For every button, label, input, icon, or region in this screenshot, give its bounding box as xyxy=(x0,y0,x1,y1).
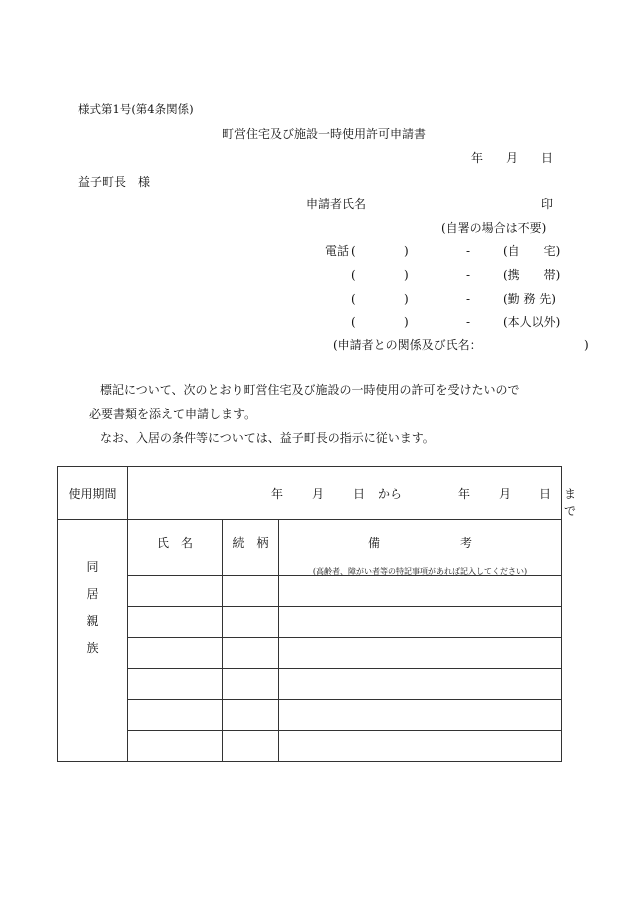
family-name-cell[interactable] xyxy=(128,638,223,669)
usage-period-row xyxy=(58,467,562,520)
family-remarks-cell[interactable] xyxy=(279,700,562,731)
body-paragraph-2: 必要書類を添えて申請します。 xyxy=(89,407,257,421)
to-label: まで xyxy=(564,487,577,518)
family-row xyxy=(58,731,562,762)
relationship-column-header: 続 柄 xyxy=(223,520,279,576)
remarks-heading: 備考 xyxy=(368,536,553,550)
family-remarks-cell[interactable] xyxy=(279,731,562,762)
cohabiting-family-label xyxy=(58,520,128,762)
relation-label: (申請者との関係及び氏名： xyxy=(333,338,482,352)
form-number-label: 様式第1号(第4条関係) xyxy=(78,102,194,116)
from-day-label: 日 xyxy=(353,487,366,501)
phone-label: 電話 xyxy=(325,244,350,258)
phone-type: (勤 務 先) xyxy=(503,292,556,306)
family-name-cell[interactable] xyxy=(128,731,223,762)
seal-note: (自署の場合は不要) xyxy=(441,221,547,235)
family-label-char: 居 xyxy=(86,587,99,601)
family-name-cell[interactable] xyxy=(128,607,223,638)
phone-dash: - xyxy=(466,244,471,258)
family-row xyxy=(58,700,562,731)
family-header-row xyxy=(58,520,562,576)
usage-period-field[interactable] xyxy=(128,467,577,520)
family-label-char: 親 xyxy=(86,614,99,628)
family-label-char: 族 xyxy=(86,641,99,655)
family-row xyxy=(58,576,562,607)
family-label-char: 同 xyxy=(86,560,99,574)
remarks-note: (高齢者、障がい者等の特記事項があれば記入してください) xyxy=(312,567,528,576)
phone-open-paren: ( xyxy=(351,315,356,329)
phone-open-paren: ( xyxy=(351,244,356,258)
relation-close-paren: ) xyxy=(584,338,589,352)
date-month-label: 月 xyxy=(506,151,519,165)
phone-open-paren: ( xyxy=(351,268,356,282)
family-relation-cell[interactable] xyxy=(223,700,279,731)
date-year-label: 年 xyxy=(471,151,484,165)
addressee: 益子町長 様 xyxy=(78,175,151,189)
family-remarks-cell[interactable] xyxy=(279,607,562,638)
from-year-label: 年 xyxy=(271,487,284,501)
family-relation-cell[interactable] xyxy=(223,731,279,762)
applicant-name-label: 申請者氏名 xyxy=(306,197,367,211)
family-relation-cell[interactable] xyxy=(223,607,279,638)
usage-period-label: 使用期間 xyxy=(58,467,128,520)
phone-dash: - xyxy=(466,292,471,306)
phone-type: (本人以外) xyxy=(503,315,561,329)
document-title: 町営住宅及び施設一時使用許可申請書 xyxy=(222,127,427,141)
phone-close-paren: ) xyxy=(404,268,409,282)
from-month-label: 月 xyxy=(312,487,325,501)
family-name-cell[interactable] xyxy=(128,576,223,607)
family-name-cell[interactable] xyxy=(128,669,223,700)
seal-mark: 印 xyxy=(541,197,554,211)
to-day-label: 日 xyxy=(539,487,552,501)
to-year-label: 年 xyxy=(458,487,471,501)
phone-type: (携 帯) xyxy=(503,268,561,282)
phone-close-paren: ) xyxy=(404,244,409,258)
body-paragraph-1: 標記について、次のとおり町営住宅及び施設の一時使用の許可を受けたいので xyxy=(100,383,520,397)
phone-close-paren: ) xyxy=(404,315,409,329)
phone-dash: - xyxy=(466,268,471,282)
phone-open-paren: ( xyxy=(351,292,356,306)
phone-dash: - xyxy=(466,315,471,329)
family-row xyxy=(58,607,562,638)
family-row xyxy=(58,638,562,669)
remarks-column-header xyxy=(279,520,562,576)
family-relation-cell[interactable] xyxy=(223,576,279,607)
family-remarks-cell[interactable] xyxy=(279,638,562,669)
family-relation-cell[interactable] xyxy=(223,638,279,669)
to-month-label: 月 xyxy=(499,487,512,501)
family-remarks-cell[interactable] xyxy=(279,669,562,700)
phone-close-paren: ) xyxy=(404,292,409,306)
family-remarks-cell[interactable] xyxy=(279,576,562,607)
family-name-cell[interactable] xyxy=(128,700,223,731)
name-column-header: 氏 名 xyxy=(128,520,223,576)
body-paragraph-3: なお、入居の条件等については、益子町長の指示に従います。 xyxy=(100,431,435,445)
family-relation-cell[interactable] xyxy=(223,669,279,700)
phone-type: (自 宅) xyxy=(503,244,561,258)
date-day-label: 日 xyxy=(541,151,554,165)
family-row xyxy=(58,669,562,700)
application-table xyxy=(57,466,577,762)
from-label: から xyxy=(378,487,403,501)
